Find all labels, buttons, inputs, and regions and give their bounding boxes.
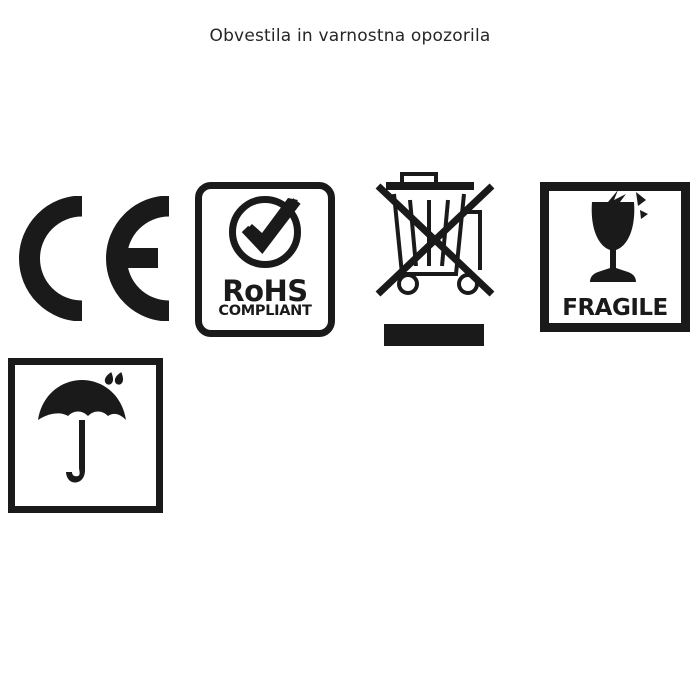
rohs-check-icon	[227, 194, 303, 270]
symbol-row-2	[0, 358, 700, 523]
keep-dry-umbrella-icon	[8, 358, 163, 513]
fragile-label: FRAGILE	[562, 295, 668, 321]
broken-glass-glyph	[540, 188, 690, 298]
weee-underline-bar	[384, 324, 484, 346]
rohs-label-sub: COMPLIANT	[218, 303, 312, 319]
fragile-broken-glass-icon	[540, 182, 690, 332]
rohs-checkmark-glyph	[240, 198, 302, 260]
weee-bin-glyph	[372, 166, 497, 321]
ce-marking-glyph	[8, 196, 178, 321]
symbol-row-1	[0, 160, 700, 355]
rohs-label-main: RoHS	[222, 274, 308, 308]
page-title: Obvestila in varnostna opozorila	[209, 26, 491, 46]
rohs-compliant-icon	[195, 182, 335, 337]
weee-crossed-out-wheelie-bin-icon	[372, 166, 497, 346]
umbrella-glyph	[8, 358, 163, 513]
ce-marking-icon	[8, 196, 178, 321]
